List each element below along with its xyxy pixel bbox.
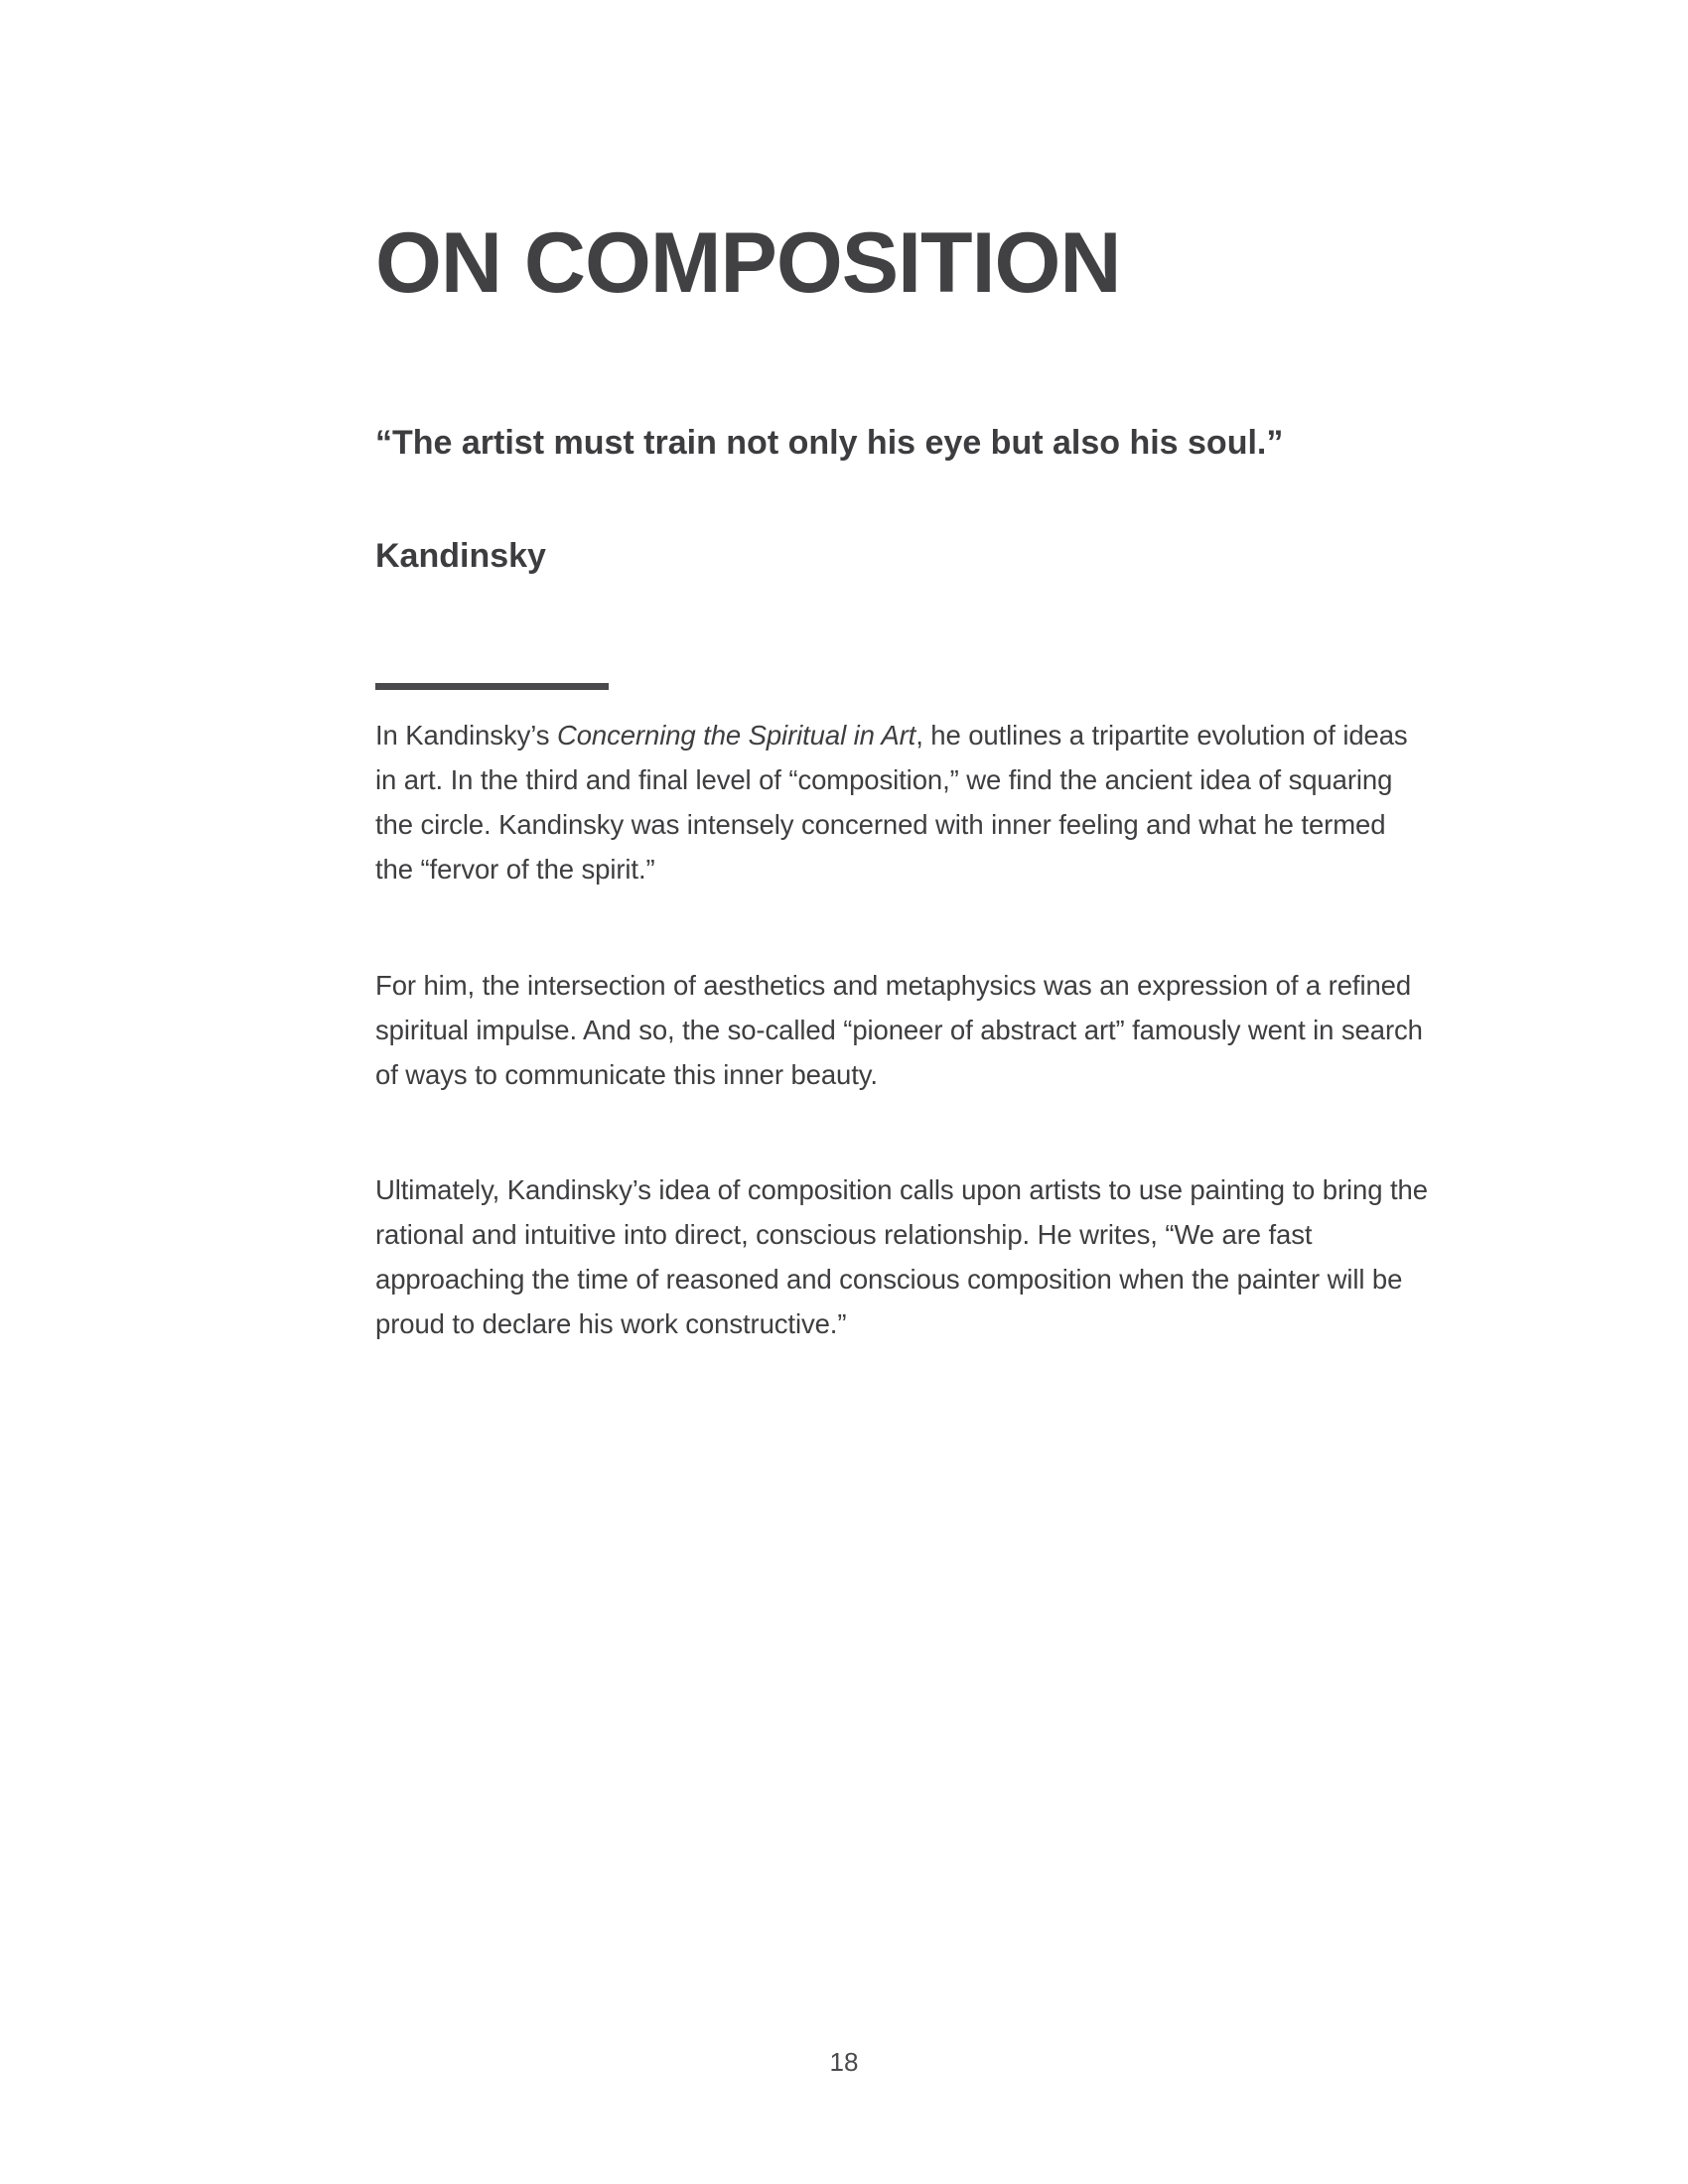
epigraph-quote: “The artist must train not only his eye but also his soul.” xyxy=(375,424,1284,462)
book-title: Concerning the Spiritual in Art xyxy=(556,720,916,751)
epigraph-attribution: Kandinsky xyxy=(375,537,546,575)
paragraph-text-after-title: , he outlines a tripartite evolution of ideas in art. In the third and final level of “composition,” we find the ancient idea of squaring the circle. Kandinsky was intensely concerned with inner feeling and what he termed the “fervor of the spirit.” xyxy=(375,720,1408,885)
paragraph-text-before-title: In Kandinsky’s xyxy=(375,720,557,751)
section-divider xyxy=(375,683,609,690)
body-paragraph-3: Ultimately, Kandinsky’s idea of composition calls upon artists to use painting to bring the rational and intuitive into direct, conscious relationship. He writes, “We are fast approaching the time of reasoned and conscious composition when the painter will be proud to declare his work constructive.” xyxy=(375,1174,1428,1339)
page-title: ON COMPOSITION xyxy=(375,215,1121,311)
page-number: 18 xyxy=(829,2047,859,2077)
body-paragraph-2: For him, the intersection of aesthetics and metaphysics was an expression of a refined spiritual impulse. And so, the so-called “pioneer of abstract art” famously went in search of ways to communicate this inner beauty. xyxy=(375,970,1423,1090)
body-paragraph-1 xyxy=(375,713,1428,891)
